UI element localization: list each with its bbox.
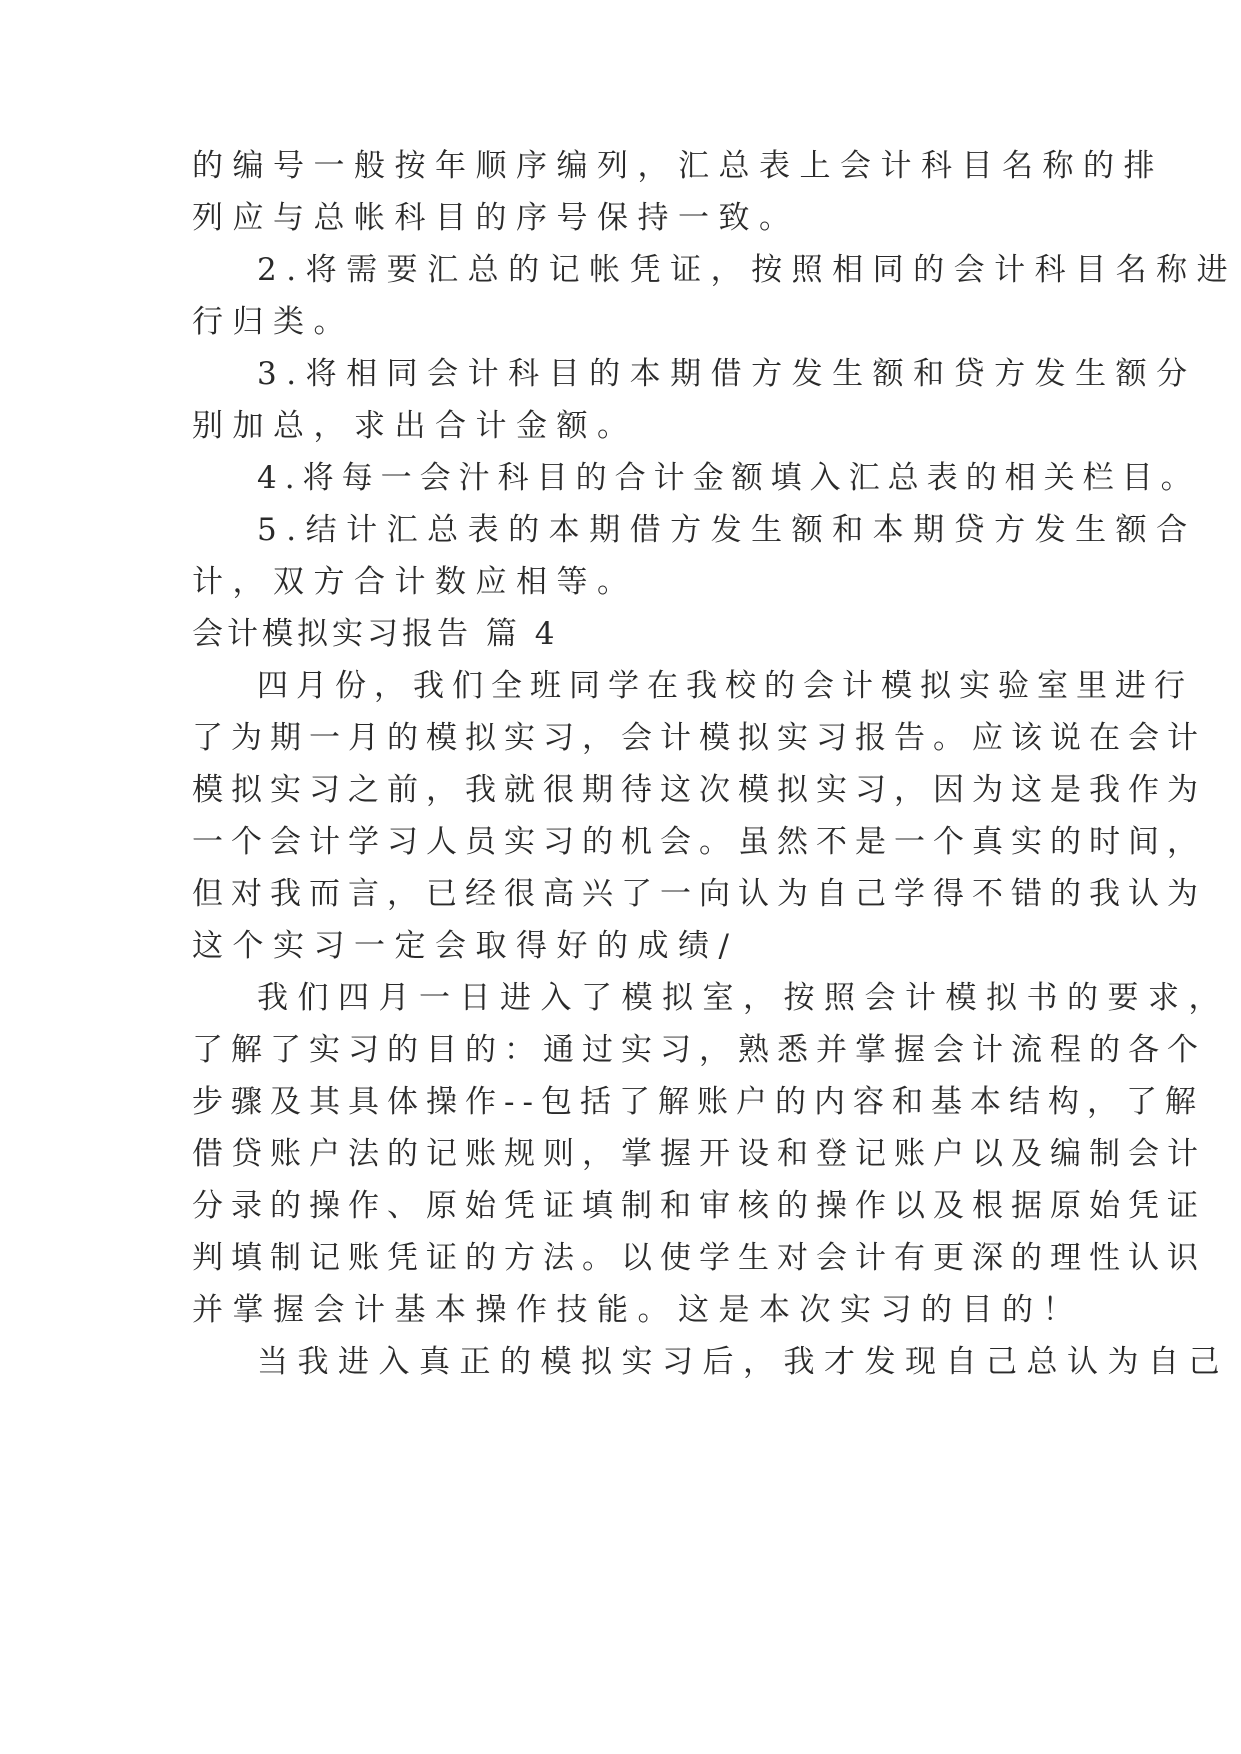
text-line: 但对我而言，已经很高兴了一向认为自己学得不错的我认为: [192, 876, 1206, 912]
paragraph-start: 四月份，我们全班同学在我校的会计模拟实验室里进行: [257, 668, 1193, 704]
text-line: 并掌握会计基本操作技能。这是本次实习的目的！: [192, 1292, 1083, 1328]
text-line: 一个会计学习人员实习的机会。虽然不是一个真实的时间，: [192, 824, 1206, 860]
text-line: 这个实习一定会取得好的成绩/: [192, 928, 739, 964]
paragraph-start: 我们四月一日进入了模拟室，按照会计模拟书的要求，: [257, 980, 1229, 1016]
text-line: 了解了实习的目的：通过实习，熟悉并掌握会计流程的各个: [192, 1032, 1206, 1068]
text-line: 了为期一月的模拟实习，会计模拟实习报告。应该说在会计: [192, 720, 1206, 756]
text-line: 借贷账户法的记账规则，掌握开设和登记账户以及编制会计: [192, 1136, 1206, 1172]
text-line: 计，双方合计数应相等。: [192, 564, 638, 600]
text-line: 行归类。: [192, 304, 354, 340]
text-line: 别加总，求出合计金额。: [192, 408, 638, 444]
text-line: 模拟实习之前，我就很期待这次模拟实习，因为这是我作为: [192, 772, 1206, 808]
text-line: 步骤及其具体操作--包括了解账户的内容和基本结构，了解: [192, 1084, 1204, 1120]
list-item-2: 2.将需要汇总的记帐凭证，按照相同的会计科目名称进: [257, 252, 1238, 288]
text-line: 的编号一般按年顺序编列，汇总表上会计科目名称的排: [192, 148, 1164, 184]
paragraph-start: 当我进入真正的模拟实习后，我才发现自己总认为自己: [257, 1344, 1229, 1380]
text-line: 判填制记账凭证的方法。以使学生对会计有更深的理性认识: [192, 1240, 1206, 1276]
text-line: 分录的操作、原始凭证填制和审核的操作以及根据原始凭证: [192, 1188, 1206, 1224]
list-item-5: 5.结计汇总表的本期借方发生额和本期贷方发生额合: [257, 512, 1197, 548]
section-heading: 会计模拟实习报告 篇 4: [192, 616, 559, 652]
list-item-3: 3.将相同会计科目的本期借方发生额和贷方发生额分: [257, 356, 1197, 392]
text-line: 列应与总帐科目的序号保持一致。: [192, 200, 800, 236]
list-item-4: 4.将每一会汁科目的合计金额填入汇总表的相关栏目。: [257, 460, 1200, 496]
